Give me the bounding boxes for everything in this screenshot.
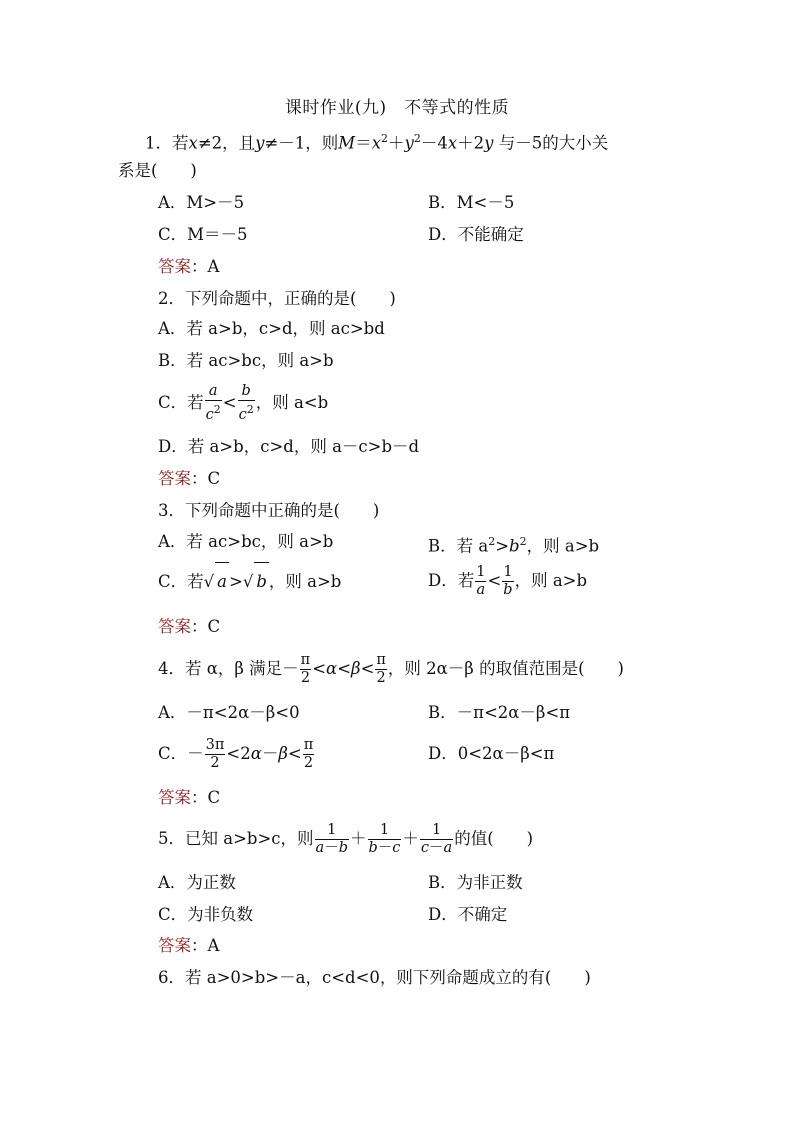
- question-4-stem: 4．若 α，β 满足－ $\frac{\pi}{2}$ <α<β< $\frac{\pi}{2}$ ，则 2α－β 的取值范围是( ): [158, 652, 624, 686]
- q3-b-suffix: ，则 a>b: [526, 536, 600, 556]
- page-title: 课时作业(九) 不等式的性质: [284, 98, 510, 118]
- question-3-stem: 3．下列命题中正确的是( ): [158, 501, 380, 520]
- q2-option-b: B．若 ac>bc，则 a>b: [158, 351, 334, 370]
- question-1-line-2: 系是( ): [118, 161, 197, 180]
- q3-c-suffix: ，则 a>b: [268, 572, 342, 591]
- q2-c-suffix: ，则 a<b: [255, 392, 329, 412]
- q2-option-a: A．若 a>b，c>d，则 ac>bd: [158, 319, 385, 338]
- answer-label: 答案: [158, 936, 191, 955]
- answer-label: 答案: [158, 617, 191, 636]
- q2-option-c: C．若 $\frac{a}{c^2}$ < $\frac{b}{c^2}$ ，则 a<b: [158, 383, 329, 423]
- q4-option-b: B．－π<2α－β<π: [428, 703, 571, 722]
- answer-label: 答案: [158, 257, 191, 276]
- q2-answer: [158, 468, 220, 490]
- q4-answer: [158, 787, 220, 809]
- q3-option-c: C．若√ a >√ b ，则 a>b: [158, 562, 341, 601]
- q1-option-d: D．不能确定: [428, 225, 524, 244]
- q5-option-a: A．为正数: [158, 873, 236, 892]
- q3-answer: [158, 616, 220, 638]
- answer-label: 答案: [158, 469, 191, 488]
- q1-text-a: 1．若: [145, 133, 189, 153]
- q3-option-d: D．若 $\frac{1}{a}$ < $\frac{1}{b}$ ，则 a>b: [428, 564, 588, 598]
- q3-answer-value: ：C: [191, 617, 221, 636]
- q3-c-prefix: C．若: [158, 572, 204, 591]
- q4-c-prefix: C．－: [158, 744, 204, 763]
- q5-option-d: D．不确定: [428, 905, 508, 924]
- q4-suffix: ，则 2α－β 的取值范围是( ): [387, 659, 624, 678]
- q4-option-c: C．－ $\frac{3\pi}{2}$ <2α－β< $\frac{\pi}{2}$: [158, 737, 314, 771]
- q1-text-b: ≠2，且: [197, 133, 256, 153]
- q5-answer-value: ：A: [191, 936, 220, 955]
- q5-option-b: B．为非正数: [428, 873, 523, 892]
- question-1-line-1: 1．若x≠2，且y≠－1，则$M=x^2+y^2-4x+2y$ 与－5的大小关: [145, 132, 609, 153]
- q3-d-prefix: D．若: [428, 571, 475, 590]
- q5-suffix: 的值( ): [454, 829, 534, 848]
- q1-option-b: B．M<－5: [428, 193, 515, 212]
- q1-text-d: ＝: [355, 133, 372, 153]
- question-6-stem: 6．若 a>0>b>－a，c<d<0，则下列命题成立的有( ): [158, 968, 591, 987]
- q3-option-b: B．若 $a^2>b^2$，则 a>b: [428, 535, 600, 556]
- q3-d-suffix: ，则 a>b: [514, 571, 588, 590]
- q1-text-e: 与－5的大小关: [498, 133, 609, 153]
- q4-option-d: D．0<2α－β<π: [428, 744, 555, 763]
- question-2-stem: 2．下列命题中，正确的是( ): [158, 289, 396, 308]
- q5-prefix: 5．已知 a>b>c，则: [158, 829, 314, 848]
- q1-answer: [158, 256, 219, 278]
- q4-option-a: A．－π<2α－β<0: [158, 703, 300, 722]
- q1-option-c: C．M＝－5: [158, 225, 248, 244]
- q2-option-d: D．若 a>b，c>d，则 a－c>b－d: [158, 437, 420, 456]
- q1-answer-value: ：A: [191, 257, 220, 276]
- q4-prefix: 4．若 α，β 满足－: [158, 659, 299, 678]
- q2-answer-value: ：C: [191, 469, 221, 488]
- q5-option-c: C．为非负数: [158, 905, 254, 924]
- q1-text-c: ≠－1，则: [264, 133, 339, 153]
- q4-answer-value: ：C: [191, 788, 221, 807]
- q1-option-a: A．M>－5: [158, 193, 245, 212]
- q2-c-prefix: C．若: [158, 392, 204, 412]
- q5-answer: [158, 935, 219, 957]
- question-5-stem: 5．已知 a>b>c，则 $\frac{1}{a-b}$ ＋ $\frac{1}{b-c}$ ＋ $\frac{1}{c-a}$ 的值( ): [158, 822, 534, 856]
- q3-b-prefix: B．若 a: [428, 536, 489, 556]
- q3-option-a: A．若 ac>bc，则 a>b: [158, 532, 334, 551]
- answer-label: 答案: [158, 788, 191, 807]
